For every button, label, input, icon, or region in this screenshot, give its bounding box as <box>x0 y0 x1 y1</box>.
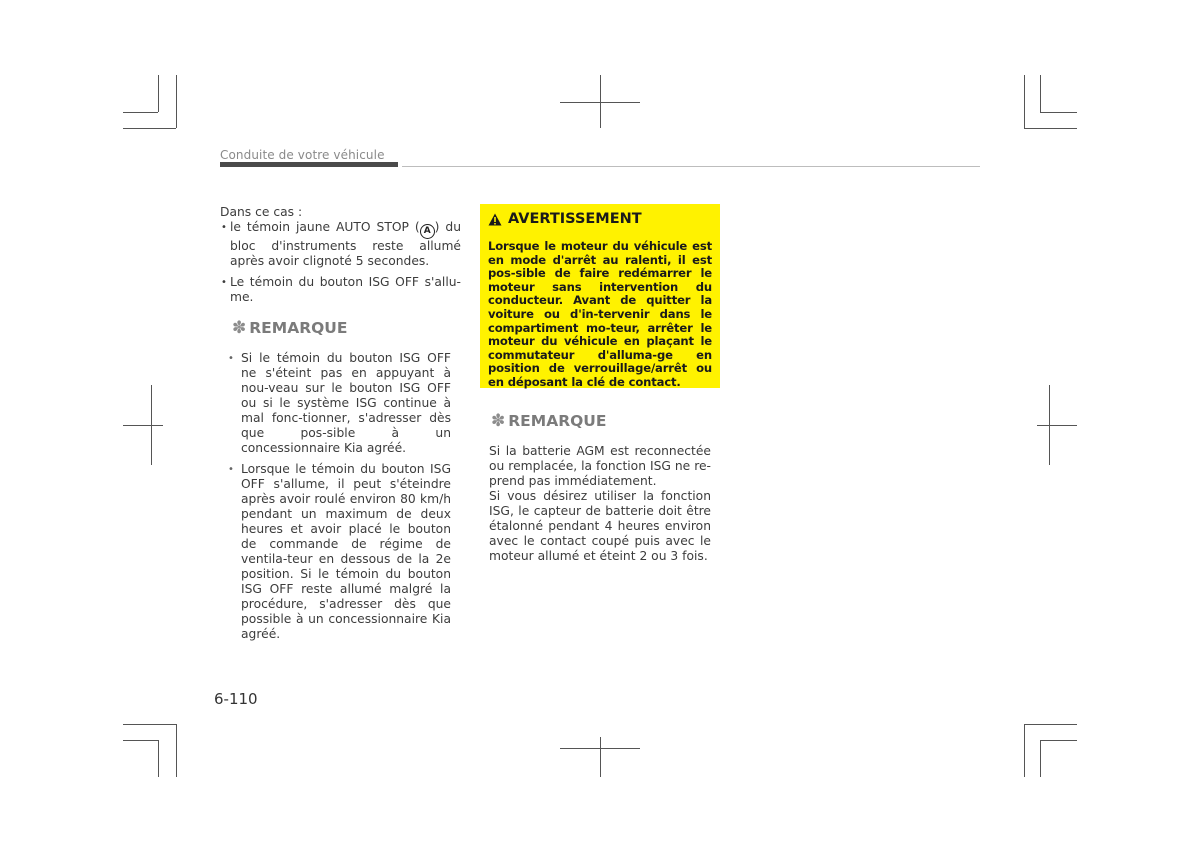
note-paragraph: Si la batterie AGM est reconnectée ou remplacée, la fonction ISG ne re-prend pas immédiatement. <box>489 444 711 488</box>
crop-mark <box>1040 740 1077 741</box>
page-number: 6-110 <box>214 690 258 708</box>
warning-triangle-icon <box>488 213 502 226</box>
note-star-icon: ✽ <box>232 318 247 338</box>
crop-mark <box>1024 75 1025 128</box>
note-text <box>489 444 711 564</box>
list-item <box>220 220 461 269</box>
registration-mark <box>560 102 640 103</box>
section-title: Conduite de votre véhicule <box>220 148 385 162</box>
warning-heading-label: AVERTISSEMENT <box>508 211 642 227</box>
crop-mark <box>1040 75 1041 112</box>
list-item: • Si le témoin du bouton ISG OFF ne s'éteint pas en appuyant à nou-veau sur le bouton ISG OFF ou si le système ISG continue à mal fonc-tionner, s'adresser dès que pos-sible à un concessionnaire Kia agréé. <box>228 351 451 456</box>
crop-mark <box>123 740 158 741</box>
header-rule <box>402 166 980 167</box>
crop-mark <box>1040 740 1041 777</box>
crop-mark <box>1040 112 1077 113</box>
note-heading-right <box>491 411 606 431</box>
note-heading-label: REMARQUE <box>508 412 607 430</box>
registration-mark <box>600 737 601 777</box>
crop-mark <box>1024 724 1077 725</box>
warning-heading <box>488 211 712 227</box>
crop-mark <box>123 128 176 129</box>
note-paragraph: Si vous désirez utiliser la fonction ISG, le capteur de batterie doit être étalonné pendant 4 heures environ avec le contact coupé puis avec le moteur allumé et éteint 2 ou 3 fois. <box>489 489 711 563</box>
auto-stop-indicator-icon: A <box>420 224 435 239</box>
registration-mark <box>123 425 163 426</box>
bullet-list <box>220 220 461 305</box>
registration-mark <box>560 748 640 749</box>
note-star-icon: ✽ <box>491 411 506 431</box>
note-heading-label: REMARQUE <box>249 319 348 337</box>
list-item: • Lorsque le témoin du bouton ISG OFF s'allume, il peut s'éteindre après avoir roulé environ 80 km/h pendant un maximum de deux heures et avoir placé le bouton de commande de régime de ventila-teur en dessous de la 2e position. Si le témoin du bouton ISG OFF reste allumé malgré la procédure, s'adresser dès que possible à un concessionnaire Kia agréé. <box>228 462 451 642</box>
bullet-text: le témoin jaune AUTO STOP ( <box>230 220 420 234</box>
registration-mark <box>1037 425 1077 426</box>
warning-box <box>480 204 720 388</box>
crop-mark <box>123 112 158 113</box>
crop-mark <box>1024 128 1077 129</box>
bullet-text: ) du bloc d'instruments reste allumé après avoir clignoté 5 secondes. <box>230 220 462 268</box>
crop-mark <box>176 75 177 128</box>
note-heading-left <box>232 318 347 338</box>
left-column <box>220 205 461 311</box>
crop-mark <box>123 724 176 725</box>
note-list <box>228 351 451 648</box>
intro-text: Dans ce cas : <box>220 205 303 219</box>
crop-mark <box>158 740 159 777</box>
header-bar <box>220 162 398 167</box>
warning-text: Lorsque le moteur du véhicule est en mode d'arrêt au ralenti, il est pos-sible de faire redémarrer le moteur sans intervention du conducteur. Avant de quitter la voiture ou d'in-tervenir dans le compartiment mo-teur, arrêter le moteur du véhicule en plaçant le commutateur d'alluma-ge en position de verrouillage/arrêt ou en déposant la clé de contact. <box>488 239 712 389</box>
crop-mark <box>158 75 159 112</box>
list-item: • Le témoin du bouton ISG OFF s'allu-me. <box>220 275 461 305</box>
crop-mark <box>176 724 177 777</box>
crop-mark <box>1024 724 1025 777</box>
